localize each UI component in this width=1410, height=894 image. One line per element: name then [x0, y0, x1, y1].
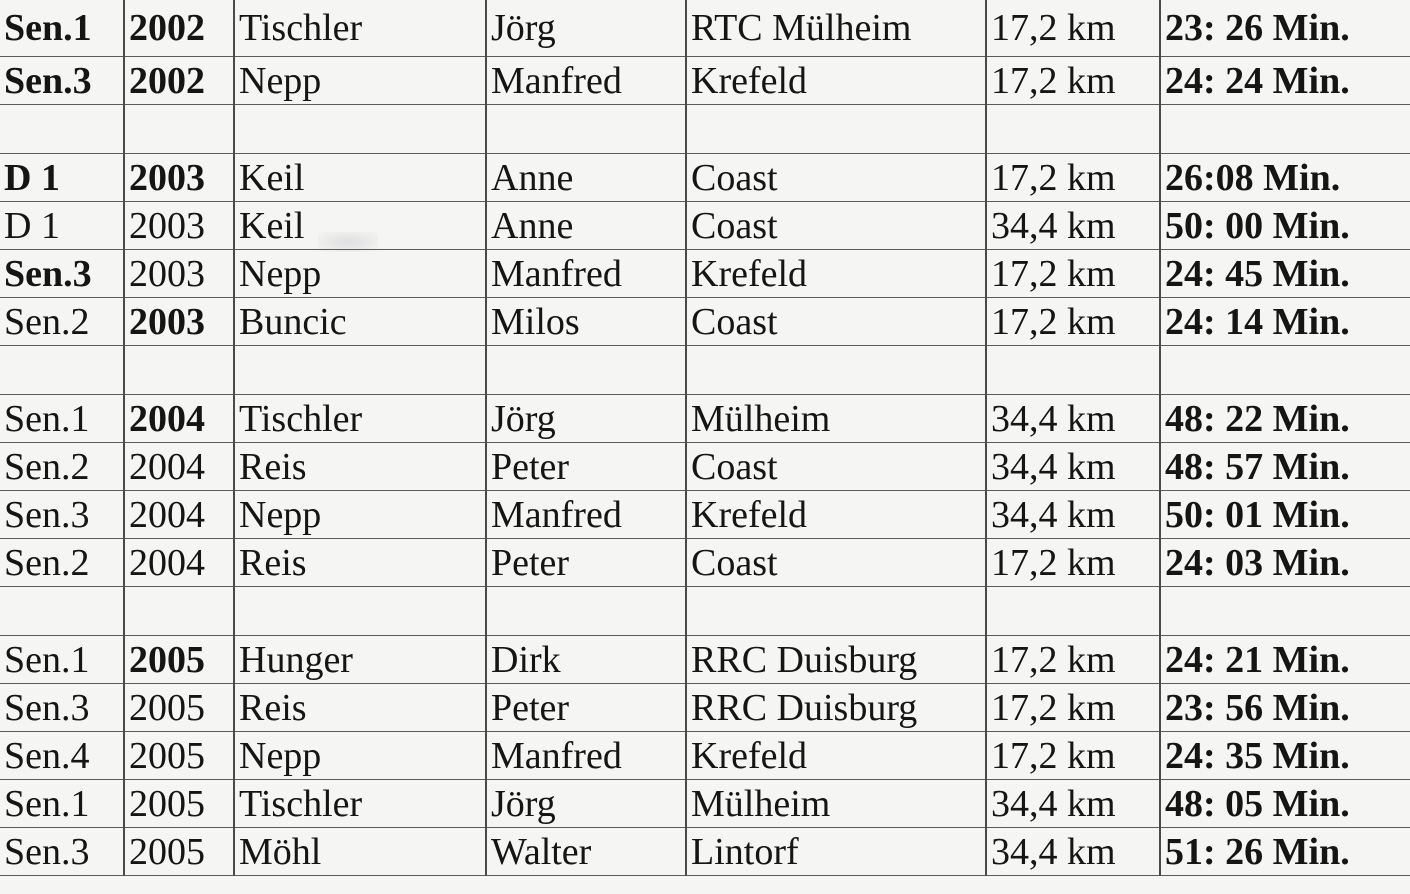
cell-first-name: Manfred	[486, 491, 686, 539]
cell-first-name: Peter	[486, 443, 686, 491]
table-row	[0, 298, 1410, 346]
cell-year: 2005	[124, 828, 234, 876]
cell-last-name: Tischler	[234, 780, 486, 828]
spacer-row	[0, 346, 1410, 395]
cell-class: Sen.1	[0, 636, 124, 684]
cell-distance: 34,4 km	[986, 443, 1160, 491]
cell-class: Sen.1	[0, 780, 124, 828]
cell-club: Coast	[686, 298, 986, 346]
cell-last-name: Keil	[234, 202, 486, 250]
cell-club: Coast	[686, 154, 986, 202]
empty-cell	[486, 105, 686, 154]
cell-first-name: Jörg	[486, 780, 686, 828]
cell-first-name: Jörg	[486, 0, 686, 57]
cell-time: 24: 45 Min.	[1160, 250, 1410, 298]
cell-class: Sen.1	[0, 395, 124, 443]
cell-time: 23: 56 Min.	[1160, 684, 1410, 732]
cell-last-name: Reis	[234, 443, 486, 491]
cell-time: 50: 00 Min.	[1160, 202, 1410, 250]
table-row	[0, 202, 1410, 250]
empty-cell	[0, 346, 124, 395]
cell-last-name: Nepp	[234, 732, 486, 780]
empty-cell	[686, 105, 986, 154]
empty-cell	[1160, 346, 1410, 395]
cell-year: 2003	[124, 298, 234, 346]
spacer-row	[0, 105, 1410, 154]
empty-cell	[686, 346, 986, 395]
cell-first-name: Walter	[486, 828, 686, 876]
table-row	[0, 0, 1410, 57]
cell-first-name: Manfred	[486, 732, 686, 780]
table-row	[0, 539, 1410, 587]
cell-last-name: Hunger	[234, 636, 486, 684]
empty-cell	[0, 105, 124, 154]
cell-distance: 34,4 km	[986, 828, 1160, 876]
table-row	[0, 395, 1410, 443]
cell-club: Krefeld	[686, 57, 986, 105]
cell-club: Mülheim	[686, 780, 986, 828]
cell-time: 24: 03 Min.	[1160, 539, 1410, 587]
cell-time: 24: 24 Min.	[1160, 57, 1410, 105]
cell-class: Sen.3	[0, 828, 124, 876]
cell-distance: 34,4 km	[986, 395, 1160, 443]
cell-year: 2003	[124, 250, 234, 298]
empty-cell	[1160, 105, 1410, 154]
cell-last-name: Tischler	[234, 0, 486, 57]
cell-class: Sen.1	[0, 0, 124, 57]
cell-first-name: Manfred	[486, 250, 686, 298]
empty-cell	[124, 105, 234, 154]
cell-first-name: Dirk	[486, 636, 686, 684]
empty-cell	[486, 587, 686, 636]
empty-cell	[0, 587, 124, 636]
cell-class: Sen.4	[0, 732, 124, 780]
spacer-row	[0, 587, 1410, 636]
table-row	[0, 684, 1410, 732]
empty-cell	[986, 587, 1160, 636]
empty-cell	[986, 346, 1160, 395]
cell-time: 51: 26 Min.	[1160, 828, 1410, 876]
cell-year: 2005	[124, 780, 234, 828]
cell-distance: 17,2 km	[986, 0, 1160, 57]
cell-club: Krefeld	[686, 250, 986, 298]
empty-cell	[124, 587, 234, 636]
cell-first-name: Peter	[486, 684, 686, 732]
cell-last-name: Keil	[234, 154, 486, 202]
cell-time: 50: 01 Min.	[1160, 491, 1410, 539]
cell-time: 24: 14 Min.	[1160, 298, 1410, 346]
cell-year: 2005	[124, 684, 234, 732]
cell-year: 2004	[124, 539, 234, 587]
cell-distance: 17,2 km	[986, 298, 1160, 346]
cell-club: Lintorf	[686, 828, 986, 876]
cell-first-name: Peter	[486, 539, 686, 587]
cell-club: Coast	[686, 539, 986, 587]
cell-last-name: Nepp	[234, 491, 486, 539]
cell-class: Sen.3	[0, 57, 124, 105]
cell-distance: 34,4 km	[986, 202, 1160, 250]
cell-distance: 17,2 km	[986, 539, 1160, 587]
cell-distance: 34,4 km	[986, 491, 1160, 539]
cell-last-name: Reis	[234, 539, 486, 587]
cell-time: 48: 22 Min.	[1160, 395, 1410, 443]
cell-class: Sen.3	[0, 684, 124, 732]
table-row	[0, 780, 1410, 828]
cell-distance: 17,2 km	[986, 732, 1160, 780]
cell-year: 2005	[124, 636, 234, 684]
cell-class: Sen.3	[0, 250, 124, 298]
table-row	[0, 57, 1410, 105]
cell-year: 2004	[124, 443, 234, 491]
cell-class: Sen.2	[0, 298, 124, 346]
empty-cell	[234, 346, 486, 395]
cell-club: Mülheim	[686, 395, 986, 443]
cell-last-name: Reis	[234, 684, 486, 732]
cell-class: D 1	[0, 202, 124, 250]
cell-club: Krefeld	[686, 491, 986, 539]
cell-club: Coast	[686, 443, 986, 491]
cell-distance: 17,2 km	[986, 57, 1160, 105]
cell-year: 2005	[124, 732, 234, 780]
cell-club: Coast	[686, 202, 986, 250]
cell-last-name: Nepp	[234, 57, 486, 105]
cell-club: RRC Duisburg	[686, 684, 986, 732]
table-row	[0, 491, 1410, 539]
table-row	[0, 828, 1410, 876]
cell-time: 23: 26 Min.	[1160, 0, 1410, 57]
cell-time: 24: 21 Min.	[1160, 636, 1410, 684]
cell-last-name: Möhl	[234, 828, 486, 876]
cell-distance: 17,2 km	[986, 154, 1160, 202]
empty-cell	[686, 587, 986, 636]
cell-class: Sen.3	[0, 491, 124, 539]
table-row	[0, 732, 1410, 780]
cell-club: RTC Mülheim	[686, 0, 986, 57]
cell-class: D 1	[0, 154, 124, 202]
cell-distance: 17,2 km	[986, 684, 1160, 732]
cell-last-name: Buncic	[234, 298, 486, 346]
empty-cell	[1160, 587, 1410, 636]
cell-year: 2003	[124, 154, 234, 202]
cell-first-name: Anne	[486, 202, 686, 250]
table-row	[0, 250, 1410, 298]
cell-last-name: Nepp	[234, 250, 486, 298]
cell-time: 26:08 Min.	[1160, 154, 1410, 202]
cell-club: RRC Duisburg	[686, 636, 986, 684]
cell-year: 2002	[124, 0, 234, 57]
cell-year: 2002	[124, 57, 234, 105]
cell-club: Krefeld	[686, 732, 986, 780]
cell-distance: 17,2 km	[986, 250, 1160, 298]
cell-time: 48: 05 Min.	[1160, 780, 1410, 828]
cell-first-name: Milos	[486, 298, 686, 346]
cell-last-name: Tischler	[234, 395, 486, 443]
empty-cell	[124, 346, 234, 395]
table-row	[0, 636, 1410, 684]
cell-first-name: Anne	[486, 154, 686, 202]
cell-distance: 34,4 km	[986, 780, 1160, 828]
cell-time: 24: 35 Min.	[1160, 732, 1410, 780]
empty-cell	[234, 587, 486, 636]
table-row	[0, 154, 1410, 202]
cell-year: 2003	[124, 202, 234, 250]
empty-cell	[986, 105, 1160, 154]
cell-first-name: Jörg	[486, 395, 686, 443]
table-row	[0, 443, 1410, 491]
empty-cell	[234, 105, 486, 154]
cell-year: 2004	[124, 395, 234, 443]
cell-distance: 17,2 km	[986, 636, 1160, 684]
cell-class: Sen.2	[0, 539, 124, 587]
cell-time: 48: 57 Min.	[1160, 443, 1410, 491]
cell-year: 2004	[124, 491, 234, 539]
empty-cell	[486, 346, 686, 395]
cell-first-name: Manfred	[486, 57, 686, 105]
cell-class: Sen.2	[0, 443, 124, 491]
